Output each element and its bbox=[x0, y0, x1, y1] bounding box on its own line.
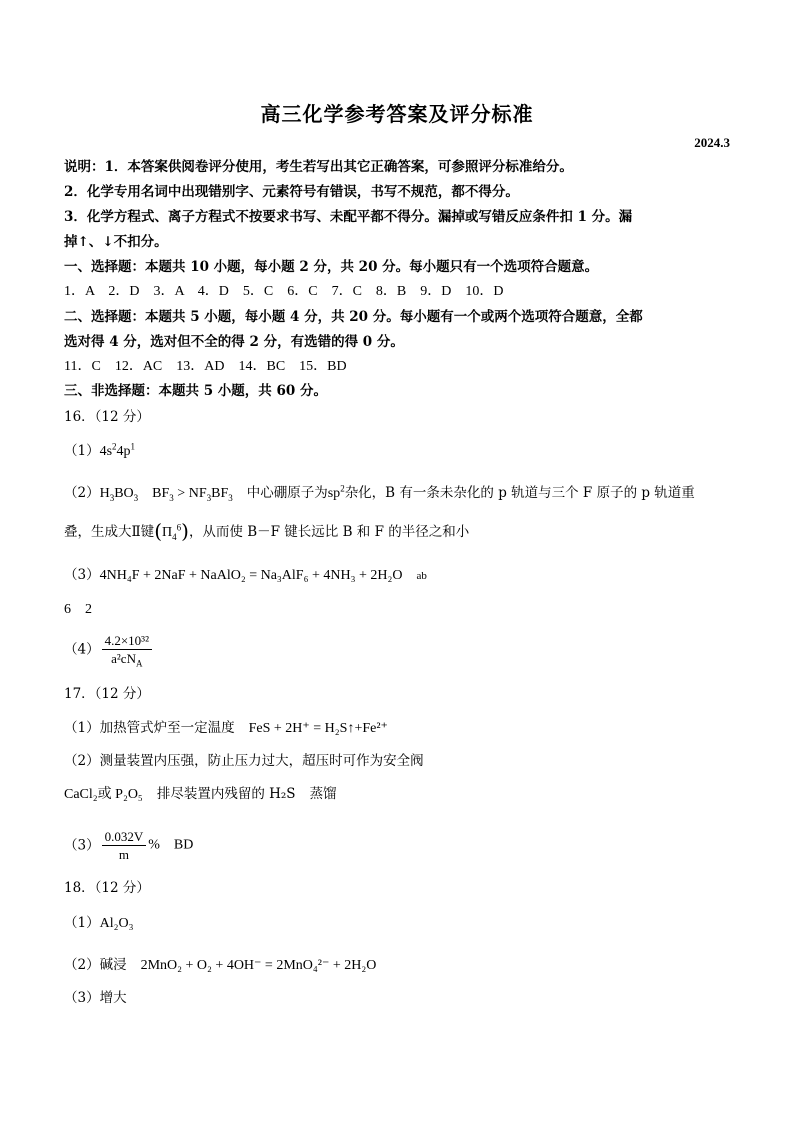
note-1: 说明：1．本答案供阅卷评分使用，考生若写出其它正确答案，可参照评分标准给分。 bbox=[64, 159, 573, 175]
q16-part3: （3）4NH₄F + 2NaF + NaAlO₂ = Na₃AlF₆ + 4NH₃ + 2H₂O ab bbox=[64, 567, 427, 583]
q17-fraction: $\frac{0.032V}{m}$ bbox=[102, 828, 147, 863]
section2-heading-a: 二、选择题：本题共 5 小题，每小题 4 分，共 20 分。每小题有一个或两个选项符合题意，全都 bbox=[64, 309, 643, 325]
document-title: 高三化学参考答案及评分标准 bbox=[260, 102, 534, 126]
q18-part1: （1）Al₂O₃ bbox=[64, 915, 134, 931]
section1-answers: 1．A 2．D 3．A 4．D 5．C 6．C 7．C 8．B 9．D 10．D bbox=[64, 284, 504, 299]
q17-part3: （3） $\frac{0.032V}{m}$ % BD bbox=[64, 829, 194, 862]
note-2: 2．化学专用名词中出现错别字、元素符号有错误，书写不规范，都不得分。 bbox=[64, 184, 519, 200]
q16-part2-line1: $(2)H_3BO_3$ $BF_3 > NF_3BF_3$ 中心硼原子为$sp^2$杂化，B 有一条未杂化的 p 轨道与三个 F 原子的 p 轨道重 bbox=[64, 483, 695, 503]
q16-part1: $(1)4s^24p^1$ bbox=[64, 441, 136, 459]
section3-heading: 三、非选择题：本题共 5 小题，共 60 分。 bbox=[64, 383, 327, 399]
q18-part2: （2）碱浸 2MnO₂ + O₂ + 4OH⁻ = 2MnO₄²⁻ + 2H₂O bbox=[64, 957, 377, 973]
document-date: 2024.3 bbox=[694, 135, 730, 150]
section2-heading-b: 选对得 4 分，选对但不全的得 2 分，有选错的得 0 分。 bbox=[64, 334, 404, 350]
q18-part3: （3）增大 bbox=[64, 990, 127, 1006]
q17-part1: （1）加热管式炉至一定温度 FeS + 2H⁺ = H₂S↑+Fe²⁺ bbox=[64, 720, 388, 736]
q16-part2-line2: 叠，生成大Ⅱ键$(\Pi_4^6)$，从而使 B－F 键长远比 B 和 F 的半径之和小 bbox=[64, 519, 470, 543]
q16-part3-line2: 6 2 bbox=[64, 602, 92, 617]
q17-header: 17．（12 分） bbox=[64, 686, 150, 702]
note-3b: 掉↑、↓不扣分。 bbox=[64, 234, 168, 250]
section2-answers: 11．C 12．AC 13．AD 14．BC 15．BD bbox=[64, 359, 347, 374]
q18-header: 18．（12 分） bbox=[64, 880, 150, 896]
q17-part2-line2: CaCl₂或 P₂O₅ 排尽装置内残留的 H₂S 蒸馏 bbox=[64, 786, 337, 802]
section1-heading: 一、选择题：本题共 10 小题，每小题 2 分，共 20 分。每小题只有一个选项符合题意。 bbox=[64, 259, 599, 275]
q16-fraction: $\frac{\text{4.2×10³²}}{a^2cN_A}$ bbox=[102, 632, 152, 667]
q16-header: 16．（12 分） bbox=[64, 409, 150, 425]
q16-part4: （4） $\frac{\text{4.2×10³²}}{a^2cN_A}$ bbox=[64, 632, 154, 667]
note-3a: 3．化学方程式、离子方程式不按要求书写、未配平都不得分。漏掉或写错反应条件扣 1 分。漏 bbox=[64, 209, 633, 225]
q17-part2: （2）测量装置内压强，防止压力过大，超压时可作为安全阀 bbox=[64, 753, 424, 769]
